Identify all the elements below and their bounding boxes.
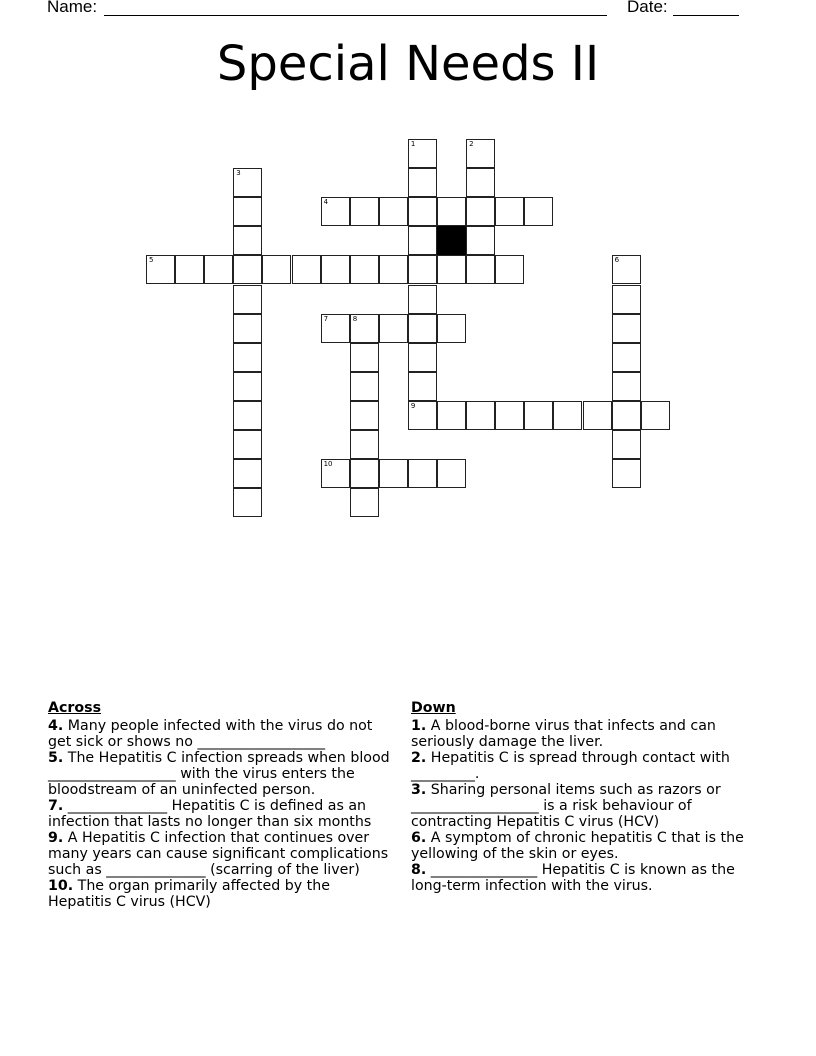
- clue-text: _______________ Hepatitis C is known as the long-term infection with the virus.: [411, 862, 735, 894]
- grid-cell[interactable]: [379, 197, 408, 226]
- grid-cell[interactable]: [524, 197, 553, 226]
- grid-cell[interactable]: [233, 343, 262, 372]
- clue-number-label: 6: [614, 256, 620, 265]
- grid-cell[interactable]: [612, 459, 641, 488]
- across-clue: [48, 830, 393, 878]
- down-clue: [411, 750, 751, 782]
- grid-cell[interactable]: [350, 401, 379, 430]
- name-label: Name:: [47, 0, 98, 16]
- down-clue: [411, 718, 751, 750]
- grid-cell[interactable]: [495, 255, 524, 284]
- grid-cell[interactable]: [437, 197, 466, 226]
- grid-cell[interactable]: [379, 459, 408, 488]
- grid-cell[interactable]: [437, 459, 466, 488]
- across-heading: Across: [48, 700, 102, 716]
- grid-cell[interactable]: [641, 401, 670, 430]
- down-clue: [411, 782, 751, 830]
- grid-cell[interactable]: [408, 255, 437, 284]
- down-clue-list: [411, 700, 751, 894]
- clue-text: A symptom of chronic hepatitis C that is the yellowing of the skin or eyes.: [411, 830, 744, 862]
- grid-cell[interactable]: [466, 168, 495, 197]
- clue-number-label: 1: [410, 140, 416, 148]
- grid-cell[interactable]: [321, 197, 350, 226]
- grid-cell[interactable]: [350, 430, 379, 459]
- grid-cell[interactable]: [204, 255, 233, 284]
- grid-cell[interactable]: [350, 459, 379, 488]
- grid-cell[interactable]: [175, 255, 204, 284]
- clue-number-label: 2: [469, 140, 474, 148]
- clue-number-label: 7: [323, 314, 329, 323]
- page-title: Special Needs II: [216, 36, 600, 92]
- grid-cell[interactable]: [408, 314, 437, 343]
- clue-text: The Hepatitis C infection spreads when blood __________________ with the virus enters the bloodstream of an uninfected person.: [48, 750, 390, 798]
- clue-number: 7.: [48, 798, 64, 814]
- grid-cell[interactable]: [233, 226, 262, 255]
- clue-number: 5.: [48, 750, 64, 766]
- clue-text: The organ primarily affected by the Hepatitis C virus (HCV): [48, 878, 330, 910]
- date-label: Date:: [627, 0, 668, 16]
- grid-cell[interactable]: [437, 314, 466, 343]
- grid-cell[interactable]: [408, 459, 437, 488]
- grid-cell[interactable]: [466, 226, 495, 255]
- grid-cell[interactable]: [553, 401, 582, 430]
- grid-cell[interactable]: [408, 197, 437, 226]
- grid-cell[interactable]: [233, 255, 262, 284]
- grid-cell[interactable]: [146, 255, 175, 284]
- across-clue: [48, 718, 393, 750]
- clue-number: 9.: [48, 830, 64, 846]
- clue-number-label: 10: [323, 460, 333, 469]
- grid-cell[interactable]: [233, 401, 262, 430]
- grid-cell[interactable]: [321, 459, 350, 488]
- grid-cell[interactable]: [408, 372, 437, 401]
- grid-cell[interactable]: [350, 372, 379, 401]
- across-clue-items: [48, 718, 393, 910]
- grid-cell[interactable]: [495, 197, 524, 226]
- grid-cell[interactable]: [233, 314, 262, 343]
- clue-text: Sharing personal items such as razors or __________________ is a risk behaviour of contracting Hepatitis C virus (HCV): [411, 782, 721, 830]
- grid-cell[interactable]: [466, 255, 495, 284]
- grid-cell[interactable]: [408, 168, 437, 197]
- across-clue: [48, 878, 393, 910]
- grid-cell[interactable]: [408, 139, 437, 168]
- down-clue: [411, 830, 751, 862]
- across-clue-list: [48, 700, 393, 910]
- across-clue: [48, 798, 393, 830]
- grid-cell[interactable]: [408, 343, 437, 372]
- grid-cell[interactable]: [612, 430, 641, 459]
- grid-cell[interactable]: [233, 168, 262, 197]
- clue-text: Many people infected with the virus do not get sick or shows no __________________: [48, 718, 373, 750]
- grid-cell[interactable]: [408, 226, 437, 255]
- grid-cell[interactable]: [321, 255, 350, 284]
- across-clue: [48, 750, 393, 798]
- clue-number: 4.: [48, 718, 64, 734]
- grid-cell[interactable]: [233, 372, 262, 401]
- grid-cell[interactable]: [350, 255, 379, 284]
- grid-cell[interactable]: [524, 401, 553, 430]
- clue-number: 10.: [48, 878, 74, 894]
- clue-number-label: 3: [236, 169, 241, 178]
- grid-cell[interactable]: [612, 285, 641, 314]
- clue-number: 2.: [411, 750, 427, 766]
- grid-cell[interactable]: [612, 314, 641, 343]
- clue-number-label: 5: [149, 256, 154, 265]
- grid-cell[interactable]: [583, 401, 612, 430]
- grid-cell[interactable]: [321, 314, 350, 343]
- down-heading: Down: [411, 700, 456, 716]
- grid-cell[interactable]: [350, 488, 379, 517]
- down-clue-items: [411, 718, 751, 894]
- grid-cell[interactable]: [612, 255, 641, 284]
- clue-text: Hepatitis C is spread through contact with _________.: [411, 750, 730, 782]
- clue-number-label: 4: [323, 198, 329, 207]
- clue-text: A blood-borne virus that infects and can seriously damage the liver.: [411, 718, 716, 750]
- clue-number-label: 8: [352, 314, 358, 323]
- clue-number: 1.: [411, 718, 427, 734]
- grid-cell[interactable]: [379, 314, 408, 343]
- clue-number: 8.: [411, 862, 427, 878]
- grid-cell[interactable]: [262, 255, 291, 284]
- grid-cell[interactable]: [408, 285, 437, 314]
- grid-cell[interactable]: [379, 255, 408, 284]
- grid-cell[interactable]: [437, 255, 466, 284]
- clue-text: A Hepatitis C infection that continues over many years can cause significant complications such as ______________ (scarring of the liver): [48, 830, 389, 878]
- down-clue: [411, 862, 751, 894]
- grid-cell[interactable]: [466, 401, 495, 430]
- grid-cell[interactable]: [408, 401, 437, 430]
- clue-number: 3.: [411, 782, 427, 798]
- grid-cell[interactable]: [466, 197, 495, 226]
- clue-text: ______________ Hepatitis C is defined as an infection that lasts no longer than six months: [48, 798, 372, 830]
- grid-cell[interactable]: [292, 255, 321, 284]
- grid-cell[interactable]: [233, 459, 262, 488]
- grid-cell[interactable]: [612, 401, 641, 430]
- grid-cell[interactable]: [466, 139, 495, 168]
- grid-cell[interactable]: [612, 372, 641, 401]
- clue-number-label: 9: [410, 401, 416, 410]
- grid-cell[interactable]: [350, 197, 379, 226]
- grid-cell[interactable]: [495, 401, 524, 430]
- grid-cell[interactable]: [233, 430, 262, 459]
- grid-cell[interactable]: [233, 488, 262, 517]
- grid-cell[interactable]: [233, 197, 262, 226]
- grid-cell[interactable]: [350, 343, 379, 372]
- grid-cell[interactable]: [350, 314, 379, 343]
- grid-cell[interactable]: [233, 285, 262, 314]
- grid-cell[interactable]: [612, 343, 641, 372]
- clue-number: 6.: [411, 830, 427, 846]
- grid-cell[interactable]: [437, 401, 466, 430]
- black-square: [437, 226, 466, 255]
